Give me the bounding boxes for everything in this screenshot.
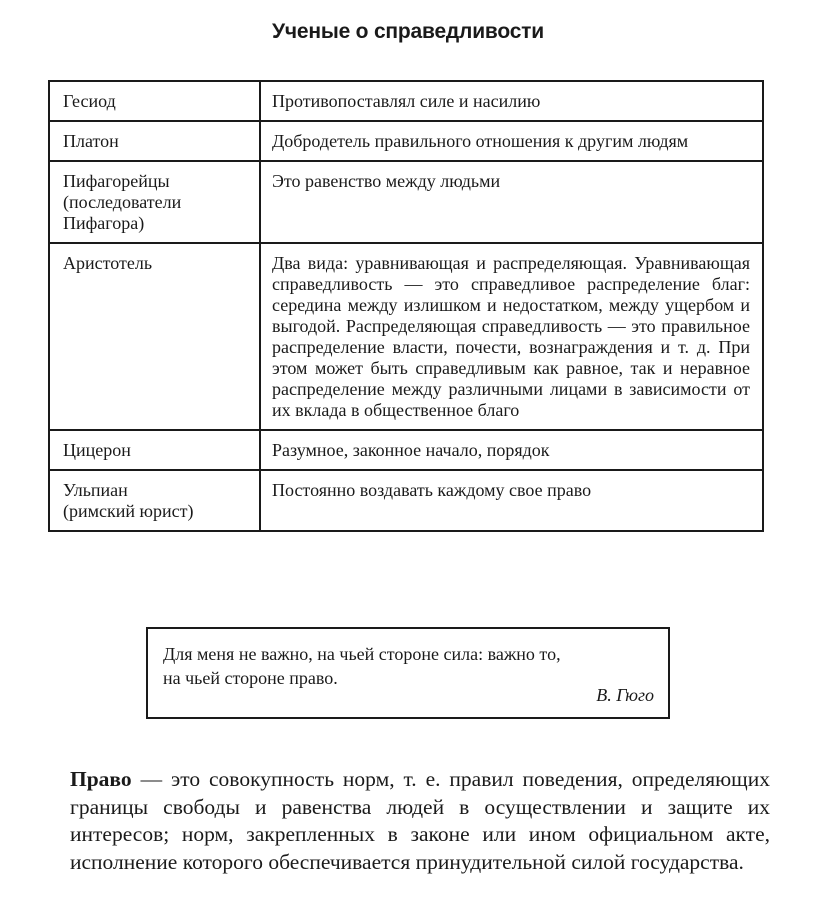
quote-text: Для меня не важно, на чьей стороне сила: важно то, на чьей стороне право. — [163, 644, 561, 688]
quote-box — [146, 627, 670, 719]
scientist-view: Два вида: уравнивающая и распределяющая. Уравнивающая справедливость — это справедливое распределение благ: середина между излишком и недостатком, между ущербом и выгодой. Распределяющая справедливость — это правильное распределение власти, почести, вознаграждения и т. д. При этом может быть справедливым как равное, так и неравное распределение между различными лицами в зависимости от их вклада в общественное благо — [260, 243, 763, 430]
table-row — [49, 121, 763, 161]
table-row — [49, 430, 763, 470]
scientist-view: Это равенство между людьми — [260, 161, 763, 243]
scientist-view: Добродетель правильного отношения к другим людям — [260, 121, 763, 161]
table-row — [49, 470, 763, 531]
definition-term: Право — [70, 767, 132, 791]
quote-author: В. Гюго — [596, 685, 654, 705]
scientist-view: Постоянно воздавать каждому свое право — [260, 470, 763, 531]
page-title: Ученые о справедливости — [272, 20, 544, 43]
scientist-name: Гесиод — [49, 81, 260, 121]
scientist-name: Ульпиан (римский юрист) — [49, 470, 260, 531]
table-row — [49, 81, 763, 121]
scientist-name: Пифагорейцы (последователи Пифагора) — [49, 161, 260, 243]
table-row — [49, 161, 763, 243]
definition-text: — это совокупность норм, т. е. правил поведения, определяющих границы свободы и равенства людей в осуществлении и защите их интересов; норм, закрепленных в законе или ином официальном акте, исполнение которого обеспечивается принудительной силой государства. — [70, 767, 770, 874]
scientist-name: Цицерон — [49, 430, 260, 470]
scientist-name: Платон — [49, 121, 260, 161]
scientists-table — [48, 80, 764, 532]
law-definition — [70, 766, 770, 876]
scientist-view: Разумное, законное начало, порядок — [260, 430, 763, 470]
scientist-name: Аристотель — [49, 243, 260, 430]
table-row — [49, 243, 763, 430]
scientist-view: Противопоставлял силе и насилию — [260, 81, 763, 121]
